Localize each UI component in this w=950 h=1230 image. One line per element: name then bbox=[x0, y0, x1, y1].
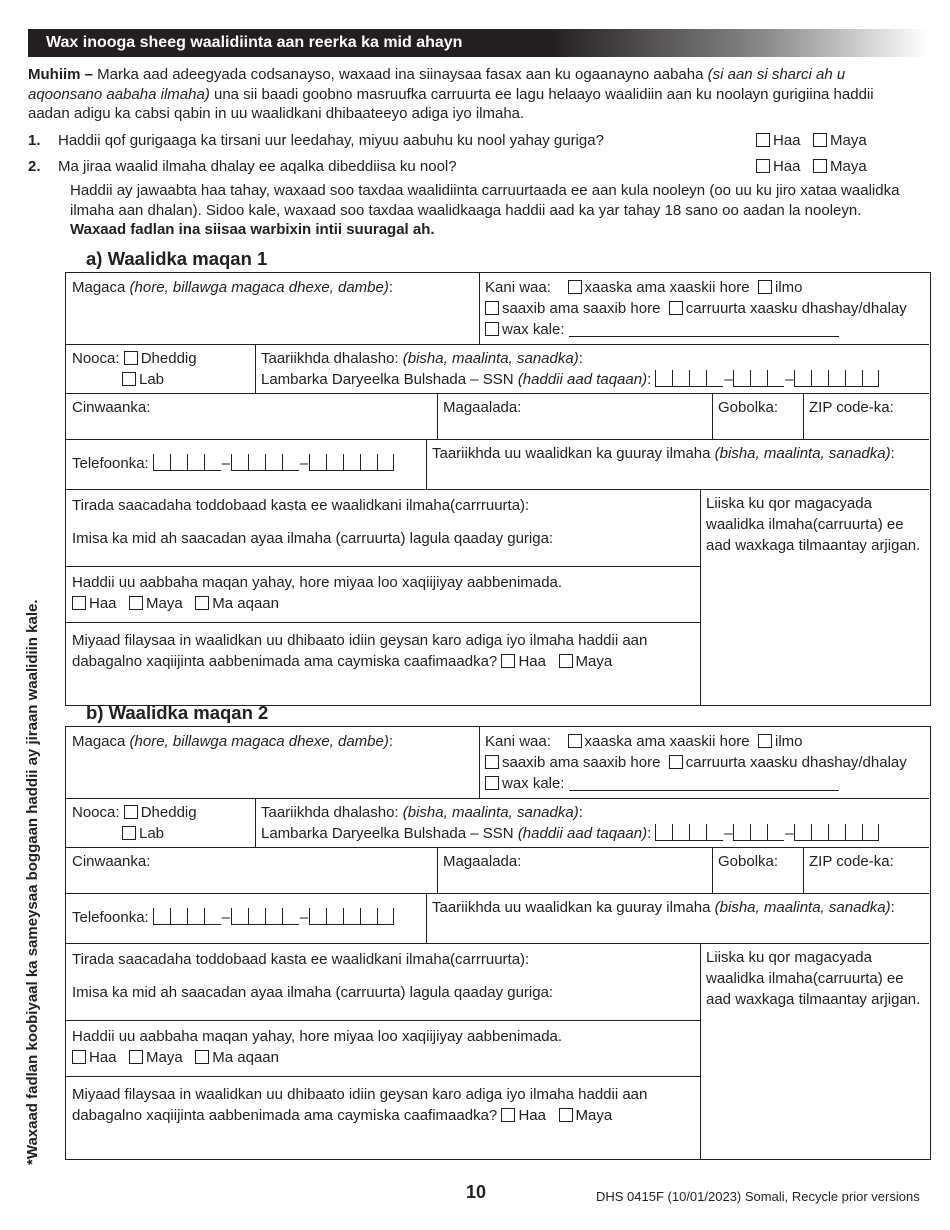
phone-input[interactable]: – – bbox=[153, 907, 394, 931]
female-checkbox[interactable] bbox=[122, 826, 136, 840]
address-field[interactable]: Cinwaanka: bbox=[72, 399, 151, 416]
intro-bold: Muhiim – bbox=[28, 66, 94, 83]
q2-no-checkbox[interactable] bbox=[813, 159, 827, 173]
partner-checkbox[interactable] bbox=[485, 301, 499, 315]
harm-question: Miyaad filaysaa in waalidkan uu dhibaato idiin geysan karo adiga iyo ilmaha haddii aan dabagalno xaqiijinta aabbenimada ama caymiska caafimaadka? Haa Maya bbox=[72, 632, 648, 670]
relationship-options: Kani waa: xaaska ama xaaskii hore ilmo saaxib ama saaxib hore carruurta xaasku dhashay/dhalay wax kale: bbox=[485, 733, 907, 792]
paternity-no-checkbox[interactable] bbox=[129, 1050, 143, 1064]
section-header: Wax inooga sheeg waalidiinta aan reerka ka mid ahayn bbox=[28, 29, 928, 57]
intro-text: Muhiim – Marka aad adeegyada codsanayso, waxaad ina siinaysaa fasax aan ku ogaanayno aabaha (si aan si sharci ah u aqoonsano aabaha ilmaha) una sii baadi goobno masruufka carruurta ee lagu helaayo waalidiin aan ku noolayn gurigiina haddii aadan adigu ka cabsi qabin in uu waalidkani dhibaateeyo adiga iyo ilmaha. bbox=[28, 66, 874, 122]
phone-field: Telefoonka: – – bbox=[66, 439, 426, 489]
harm-yes-checkbox[interactable] bbox=[501, 654, 515, 668]
hours-field[interactable]: Tirada saacadaha toddobaad kasta ee waalidkani ilmaha(carrruurta): Imisa ka mid ah saacadan ayaa ilmaha (carruurta) lagula qaaday guriga: bbox=[72, 497, 554, 547]
zip-field[interactable]: ZIP code-ka: bbox=[809, 399, 894, 416]
paternity-unknown-checkbox[interactable] bbox=[195, 1050, 209, 1064]
paternity-unknown-checkbox[interactable] bbox=[195, 596, 209, 610]
name-field[interactable]: Magaca (hore, billawga magaca dhexe, dambe): bbox=[72, 733, 394, 750]
children-list-field[interactable]: Liiska ku qor magacyada waalidka ilmaha(carruurta) ee aad waxkaga tilmaantay arjigan. bbox=[706, 495, 921, 554]
female-checkbox[interactable] bbox=[122, 372, 136, 386]
children-list-field[interactable]: Liiska ku qor magacyada waalidka ilmaha(carruurta) ee aad waxkaga tilmaantay arjigan. bbox=[706, 949, 921, 1008]
address-field[interactable]: Cinwaanka: bbox=[72, 853, 151, 870]
child-checkbox[interactable] bbox=[758, 734, 772, 748]
spouse-checkbox[interactable] bbox=[568, 280, 582, 294]
q2-yes-checkbox[interactable] bbox=[756, 159, 770, 173]
harm-no-checkbox[interactable] bbox=[559, 654, 573, 668]
question-2: 2. Ma jiraa waalid ilmaha dhalay ee aqalka dibeddiisa ku nool? Haa Maya bbox=[28, 158, 867, 175]
phone-field: Telefoonka: – – bbox=[66, 893, 426, 943]
harm-yes-checkbox[interactable] bbox=[501, 1108, 515, 1122]
absent-parent-1-form bbox=[65, 272, 931, 706]
question-1: 1. Haddii qof gurigaaga ka tirsani uur leedahay, miyuu aabuhu ku nool yahay guriga? Haa Maya bbox=[28, 132, 867, 149]
ssn-input[interactable]: – – bbox=[655, 823, 879, 847]
absent-parent-2-form bbox=[65, 726, 931, 1160]
sex-field: Nooca: Dheddig Lab bbox=[72, 350, 197, 388]
other-input[interactable] bbox=[569, 776, 839, 791]
harm-question: Miyaad filaysaa in waalidkan uu dhibaato idiin geysan karo adiga iyo ilmaha haddii aan dabagalno xaqiijinta aabbenimada ama caymiska caafimaadka? Haa Maya bbox=[72, 1086, 648, 1124]
paternity-yes-checkbox[interactable] bbox=[72, 1050, 86, 1064]
partner-checkbox[interactable] bbox=[485, 755, 499, 769]
name-field[interactable]: Magaca (hore, billawga magaca dhexe, dambe): bbox=[72, 279, 394, 296]
zip-field[interactable]: ZIP code-ka: bbox=[809, 853, 894, 870]
city-field[interactable]: Magaalada: bbox=[443, 399, 522, 416]
left-date-field[interactable]: Taariikhda uu waalidkan ka guuray ilmaha (bisha, maalinta, sanadka): bbox=[432, 899, 895, 916]
spouse-checkbox[interactable] bbox=[568, 734, 582, 748]
child-checkbox[interactable] bbox=[758, 280, 772, 294]
county-field[interactable]: Gobolka: bbox=[718, 853, 779, 870]
paternity-yes-checkbox[interactable] bbox=[72, 596, 86, 610]
section-title: a) Waalidka maqan 1 bbox=[86, 248, 268, 269]
sex-field: Nooca: Dheddig Lab bbox=[72, 804, 197, 842]
child-born-checkbox[interactable] bbox=[669, 301, 683, 315]
other-checkbox[interactable] bbox=[485, 776, 499, 790]
left-date-field[interactable]: Taariikhda uu waalidkan ka guuray ilmaha (bisha, maalinta, sanadka): bbox=[432, 445, 895, 462]
child-born-checkbox[interactable] bbox=[669, 755, 683, 769]
phone-input[interactable]: – – bbox=[153, 453, 394, 477]
q1-yes-checkbox[interactable] bbox=[756, 133, 770, 147]
instructions-paragraph: Haddii ay jawaabta haa tahay, waxaad soo taxdaa waalidiinta carruurtaada ee aan kula nooleyn (oo uu ku jiro xataa waalidka ilmaha aan dhalan). Sidoo kale, waxaad soo taxdaa waalidkaaga haddii aad ka yar tahay 18 sano oo aadan la nooleyn. Waxaad fadlan ina siisaa warbixin intii suuragal ah. bbox=[70, 182, 900, 238]
ssn-input[interactable]: – – bbox=[655, 369, 879, 393]
form-code: DHS 0415F (10/01/2023) Somali, Recycle prior versions bbox=[596, 1189, 920, 1204]
other-input[interactable] bbox=[569, 322, 839, 337]
county-field[interactable]: Gobolka: bbox=[718, 399, 779, 416]
harm-no-checkbox[interactable] bbox=[559, 1108, 573, 1122]
hours-field[interactable]: Tirada saacadaha toddobaad kasta ee waalidkani ilmaha(carrruurta): Imisa ka mid ah saacadan ayaa ilmaha (carruurta) lagula qaaday guriga: bbox=[72, 951, 554, 1001]
q1-no-checkbox[interactable] bbox=[813, 133, 827, 147]
paternity-question: Haddii uu aabbaha maqan yahay, hore miyaa loo xaqiijiyay aabbenimada. Haa Maya Ma aqaan bbox=[72, 574, 563, 612]
dob-ssn-field: Taariikhda dhalasho: (bisha, maalinta, sanadka): Lambarka Daryeelka Bulshada – SSN (haddii aad taqaan): – – bbox=[255, 344, 929, 393]
dob-ssn-field: Taariikhda dhalasho: (bisha, maalinta, sanadka): Lambarka Daryeelka Bulshada – SSN (haddii aad taqaan): – – bbox=[255, 798, 929, 847]
paternity-no-checkbox[interactable] bbox=[129, 596, 143, 610]
male-checkbox[interactable] bbox=[124, 805, 138, 819]
male-checkbox[interactable] bbox=[124, 351, 138, 365]
relationship-options: Kani waa: xaaska ama xaaskii hore ilmo saaxib ama saaxib hore carruurta xaasku dhashay/dhalay wax kale: bbox=[485, 279, 907, 338]
city-field[interactable]: Magaalada: bbox=[443, 853, 522, 870]
section-title: b) Waalidka maqan 2 bbox=[86, 702, 269, 723]
other-checkbox[interactable] bbox=[485, 322, 499, 336]
paternity-question: Haddii uu aabbaha maqan yahay, hore miyaa loo xaqiijiyay aabbenimada. Haa Maya Ma aqaan bbox=[72, 1028, 563, 1066]
side-note: *Waxaad fadlan koobiyaal ka sameysaa boggaan haddii ay jiraan waalidiin kale. bbox=[24, 599, 41, 1165]
page-number: 10 bbox=[466, 1182, 487, 1202]
